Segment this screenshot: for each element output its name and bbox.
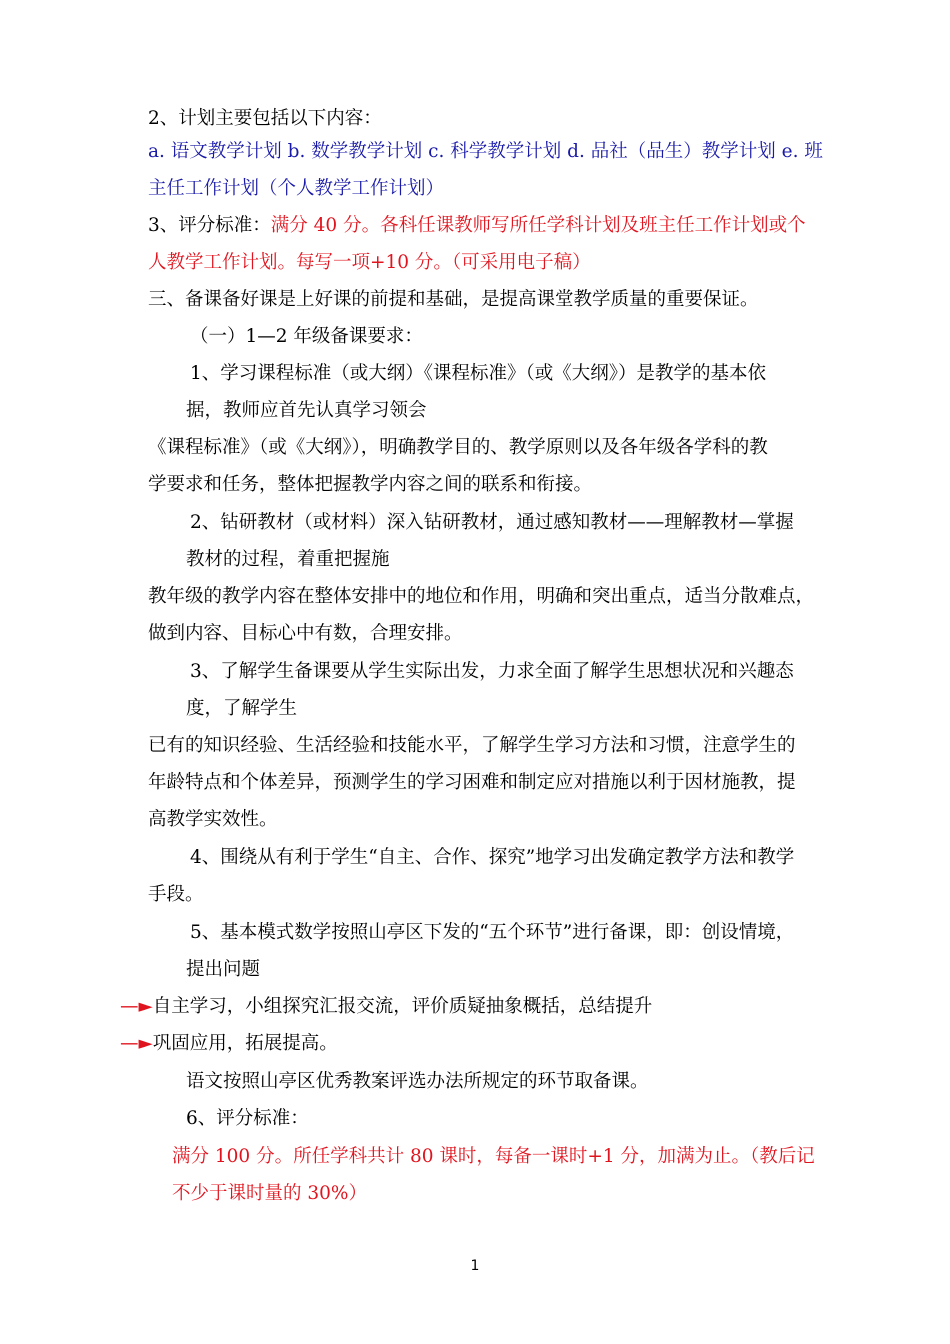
- para-3-line-4: 年龄特点和个体差异，预测学生的学习困难和制定应对措施以利于因材施教，提: [148, 772, 796, 793]
- para-3-line-5: 高教学实效性。: [148, 809, 278, 830]
- para-4-line-2: 手段。: [148, 884, 204, 905]
- section-3-subtitle: （一）1—2 年级备课要求：: [190, 326, 423, 347]
- scoring-label: 3、评分标准：: [148, 215, 271, 236]
- para-6-line-2: 不少于课时量的 30%）: [172, 1183, 368, 1204]
- plan-items-line-1: a. 语文教学计划 b. 数学教学计划 c. 科学教学计划 d. 品社（品生）教学计划 e. 班: [148, 141, 823, 162]
- plan-heading: 2、计划主要包括以下内容：: [148, 108, 382, 129]
- para-5-line-3-text: 自主学习，小组探究汇报交流，评价质疑抽象概括，总结提升: [152, 996, 653, 1017]
- arrow-icon: —►: [120, 996, 153, 1017]
- scoring-text-2: 人教学工作计划。每写一项+10 分。（可采用电子稿）: [148, 252, 591, 273]
- page-number: 1: [470, 1258, 480, 1274]
- para-2-line-2: 教材的过程，着重把握施: [186, 549, 390, 570]
- para-5-line-4: [120, 1031, 338, 1057]
- para-6-line-1: 满分 100 分。所任学科共计 80 课时，每备一课时+1 分，加满为止。（教后记: [172, 1146, 815, 1167]
- para-2-line-3: 教年级的教学内容在整体安排中的地位和作用，明确和突出重点，适当分散难点，: [148, 586, 815, 607]
- para-1-line-1: 1、学习课程标准（或大纲）《课程标准》（或《大纲》）是教学的基本依: [190, 363, 767, 384]
- para-3-line-1: 3、了解学生备课要从学生实际出发，力求全面了解学生思想状况和兴趣态: [190, 661, 794, 682]
- para-2-line-4: 做到内容、目标心中有数，合理安排。: [148, 623, 463, 644]
- para-2-line-1: 2、钻研教材（或材料）深入钻研教材，通过感知教材——理解教材—掌握: [190, 512, 794, 533]
- para-3-line-3: 已有的知识经验、生活经验和技能水平，了解学生学习方法和习惯，注意学生的: [148, 735, 796, 756]
- para-3-line-2: 度，了解学生: [186, 698, 298, 719]
- para-1-line-4: 学要求和任务，整体把握教学内容之间的联系和衔接。: [148, 474, 593, 495]
- plan-items-line-2: 主任工作计划（个人教学工作计划）: [148, 178, 445, 199]
- para-1-line-2: 据，教师应首先认真学习领会: [186, 400, 427, 421]
- para-5-line-4-text: 巩固应用，拓展提高。: [152, 1033, 338, 1054]
- section-3-title: 三、备课备好课是上好课的前提和基础，是提高课堂教学质量的重要保证。: [148, 289, 759, 310]
- arrow-icon: —►: [120, 1033, 153, 1054]
- para-6-label: 6、评分标准：: [186, 1108, 309, 1129]
- scoring-text-1: 满分 40 分。各科任课教师写所任学科计划及班主任工作计划或个: [270, 215, 806, 236]
- para-5-line-3: [120, 994, 652, 1020]
- scoring-standard-1: [148, 213, 806, 239]
- para-5-line-1: 5、基本模式数学按照山亭区下发的“五个环节”进行备课，即：创设情境，: [190, 922, 795, 943]
- para-5-line-2: 提出问题: [186, 959, 261, 980]
- para-5-line-5: 语文按照山亭区优秀教案评选办法所规定的环节取备课。: [186, 1071, 649, 1092]
- para-1-line-3: 《课程标准》（或《大纲》），明确教学目的、教学原则以及各年级各学科的教: [148, 437, 768, 458]
- para-4-line-1: 4、围绕从有利于学生“自主、合作、探究”地学习出发确定教学方法和教学: [190, 847, 795, 868]
